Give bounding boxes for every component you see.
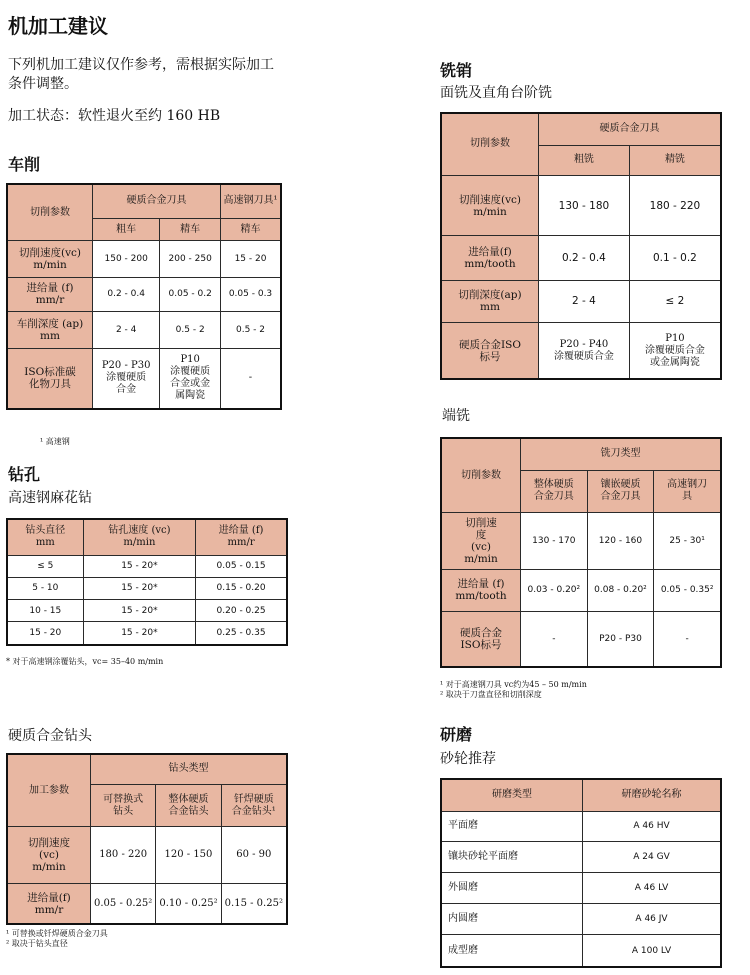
drilling-subheading: 高速钢麻花钻 (8, 490, 92, 506)
turning-header-hss: 高速钢刀具¹ (221, 184, 282, 218)
table-row: 5 - 10 15 - 20* 0.15 - 0.20 (7, 577, 287, 599)
table-row: 进给量 (f) mm/tooth 0.03 - 0.20² 0.08 - 0.20² 0.05 - 0.35² (441, 569, 721, 611)
grinding-table: 研磨类型 研磨砂轮名称 平面磨 A 46 HV 镶块砂轮平面磨 A 24 GV 外圆磨 A 46 LV 内圆磨 A 46 JV 成型磨 A 100 LV (440, 778, 722, 968)
table-row: 成型磨 A 100 LV (441, 935, 721, 967)
table-row: 进给量(f) mm/tooth 0.2 - 0.4 0.1 - 0.2 (441, 236, 721, 280)
page-title: 机加工建议 (8, 14, 108, 38)
turning-sub-fine: 精车 (160, 218, 221, 240)
turning-sub-fine-hss: 精车 (221, 218, 282, 240)
carbide-drill-table: 加工参数 钻头类型 可替换式 钻头 整体硬质 合金钻头 钎焊硬质 合金钻头¹ 切削速度 (vc) m/min 180 - 220 120 - 150 60 - 90 进给量(f) mm/r 0.05 - 0.25² 0.10 - 0.25² 0.15 - 0.25² (6, 753, 288, 925)
turning-heading: 车削 (8, 155, 41, 174)
drilling-table: 钻头直径 mm 钻孔速度 (vc) m/min 进给量 (f) mm/r ≤ 5 15 - 20* 0.05 - 0.15 5 - 10 15 - 20* 0.15 - 0.20 10 - 15 15 - 20* 0.20 - 0.25 15 - 20 15 - 20* 0.25 - 0.35 (6, 518, 288, 646)
table-row: 硬质合金ISO 标号 P20 - P40 涂覆硬质合金 P10 涂覆硬质合金 或金属陶瓷 (441, 323, 721, 379)
table-row: 切削速 度 (vc) m/min 130 - 170 120 - 160 25 - 30¹ (441, 513, 721, 569)
table-row: 15 - 20 15 - 20* 0.25 - 0.35 (7, 622, 287, 645)
carbide-drill-heading: 硬质合金钻头 (8, 728, 92, 744)
table-row: 进给量(f) mm/r 0.05 - 0.25² 0.10 - 0.25² 0.15 - 0.25² (7, 884, 287, 925)
turning-footnote: ¹ 高速钢 (40, 437, 70, 446)
table-row: 切削速度(vc) m/min 130 - 180 180 - 220 (441, 175, 721, 235)
table-row: 镶块砂轮平面磨 A 24 GV (441, 842, 721, 873)
table-row: 平面磨 A 46 HV (441, 811, 721, 842)
table-row: 内圆磨 A 46 JV (441, 904, 721, 935)
end-milling-table: 切削参数 铣刀类型 整体硬质 合金刀具 镶嵌硬质 合金刀具 高速钢刀 具 切削速 度 (vc) m/min 130 - 170 120 - 160 25 - 30¹ 进给量 (f) mm/tooth 0.03 - 0.20² 0.08 - 0.20² 0.05 - 0.35² 硬质合金 ISO标号 - P20 - P30 - (440, 437, 722, 668)
turning-sub-rough: 粗车 (93, 218, 160, 240)
table-row: 硬质合金 ISO标号 - P20 - P30 - (441, 611, 721, 667)
drilling-footnote: * 对于高速钢涂覆钻头，vc= 35–40 m/min (6, 657, 164, 666)
table-row: 切削深度(ap) mm 2 - 4 ≤ 2 (441, 280, 721, 322)
milling-heading: 铣销 (440, 61, 473, 80)
table-row: 切削速度 (vc) m/min 180 - 220 120 - 150 60 - 90 (7, 827, 287, 884)
turning-table (6, 183, 282, 410)
table-row: 进给量 (f) mm/r 0.2 - 0.4 0.05 - 0.2 0.05 - 0.3 (7, 277, 281, 311)
end-milling-footnotes: ¹ 对于高速钢刀具 vc约为45 – 50 m/min ² 取决于刀盘直径和切削深度 (440, 680, 587, 699)
turning-header-param: 切削参数 (7, 184, 93, 241)
turning-header-carbide: 硬质合金刀具 (93, 184, 221, 218)
table-row: 外圆磨 A 46 LV (441, 873, 721, 904)
table-row: ≤ 5 15 - 20* 0.05 - 0.15 (7, 555, 287, 577)
processing-condition: 加工状态：软性退火至约 160 HB (8, 108, 221, 124)
table-row: 10 - 15 15 - 20* 0.20 - 0.25 (7, 600, 287, 622)
end-milling-heading: 端铣 (442, 408, 470, 424)
table-row: 车削深度 (ap) mm 2 - 4 0.5 - 2 0.5 - 2 (7, 312, 281, 348)
milling-subheading: 面铣及直角台阶铣 (440, 85, 552, 101)
intro-text: 下列机加工建议仅作参考，需根据实际加工 条件调整。 (8, 57, 274, 92)
grinding-subheading: 砂轮推荐 (440, 751, 496, 767)
carbide-drill-footnotes: ¹ 可替换或钎焊硬质合金刀具 ² 取决于钻头直径 (6, 929, 108, 948)
grinding-heading: 研磨 (440, 725, 473, 744)
milling-table: 切削参数 硬质合金刀具 粗铣 精铣 切削速度(vc) m/min 130 - 180 180 - 220 进给量(f) mm/tooth 0.2 - 0.4 0.1 - 0.2 切削深度(ap) mm 2 - 4 ≤ 2 硬质合金ISO 标号 P20 - P40 涂覆硬质合金 P10 涂覆硬质合金 或金属陶瓷 (440, 112, 722, 380)
table-row: ISO标准碳 化物刀具 P20 - P30 涂覆硬质 合金 P10 涂覆硬质 合金或金 属陶瓷 - (7, 348, 281, 409)
drilling-heading: 钻孔 (8, 465, 41, 484)
table-row: 切削速度(vc) m/min 150 - 200 200 - 250 15 - 20 (7, 241, 281, 277)
